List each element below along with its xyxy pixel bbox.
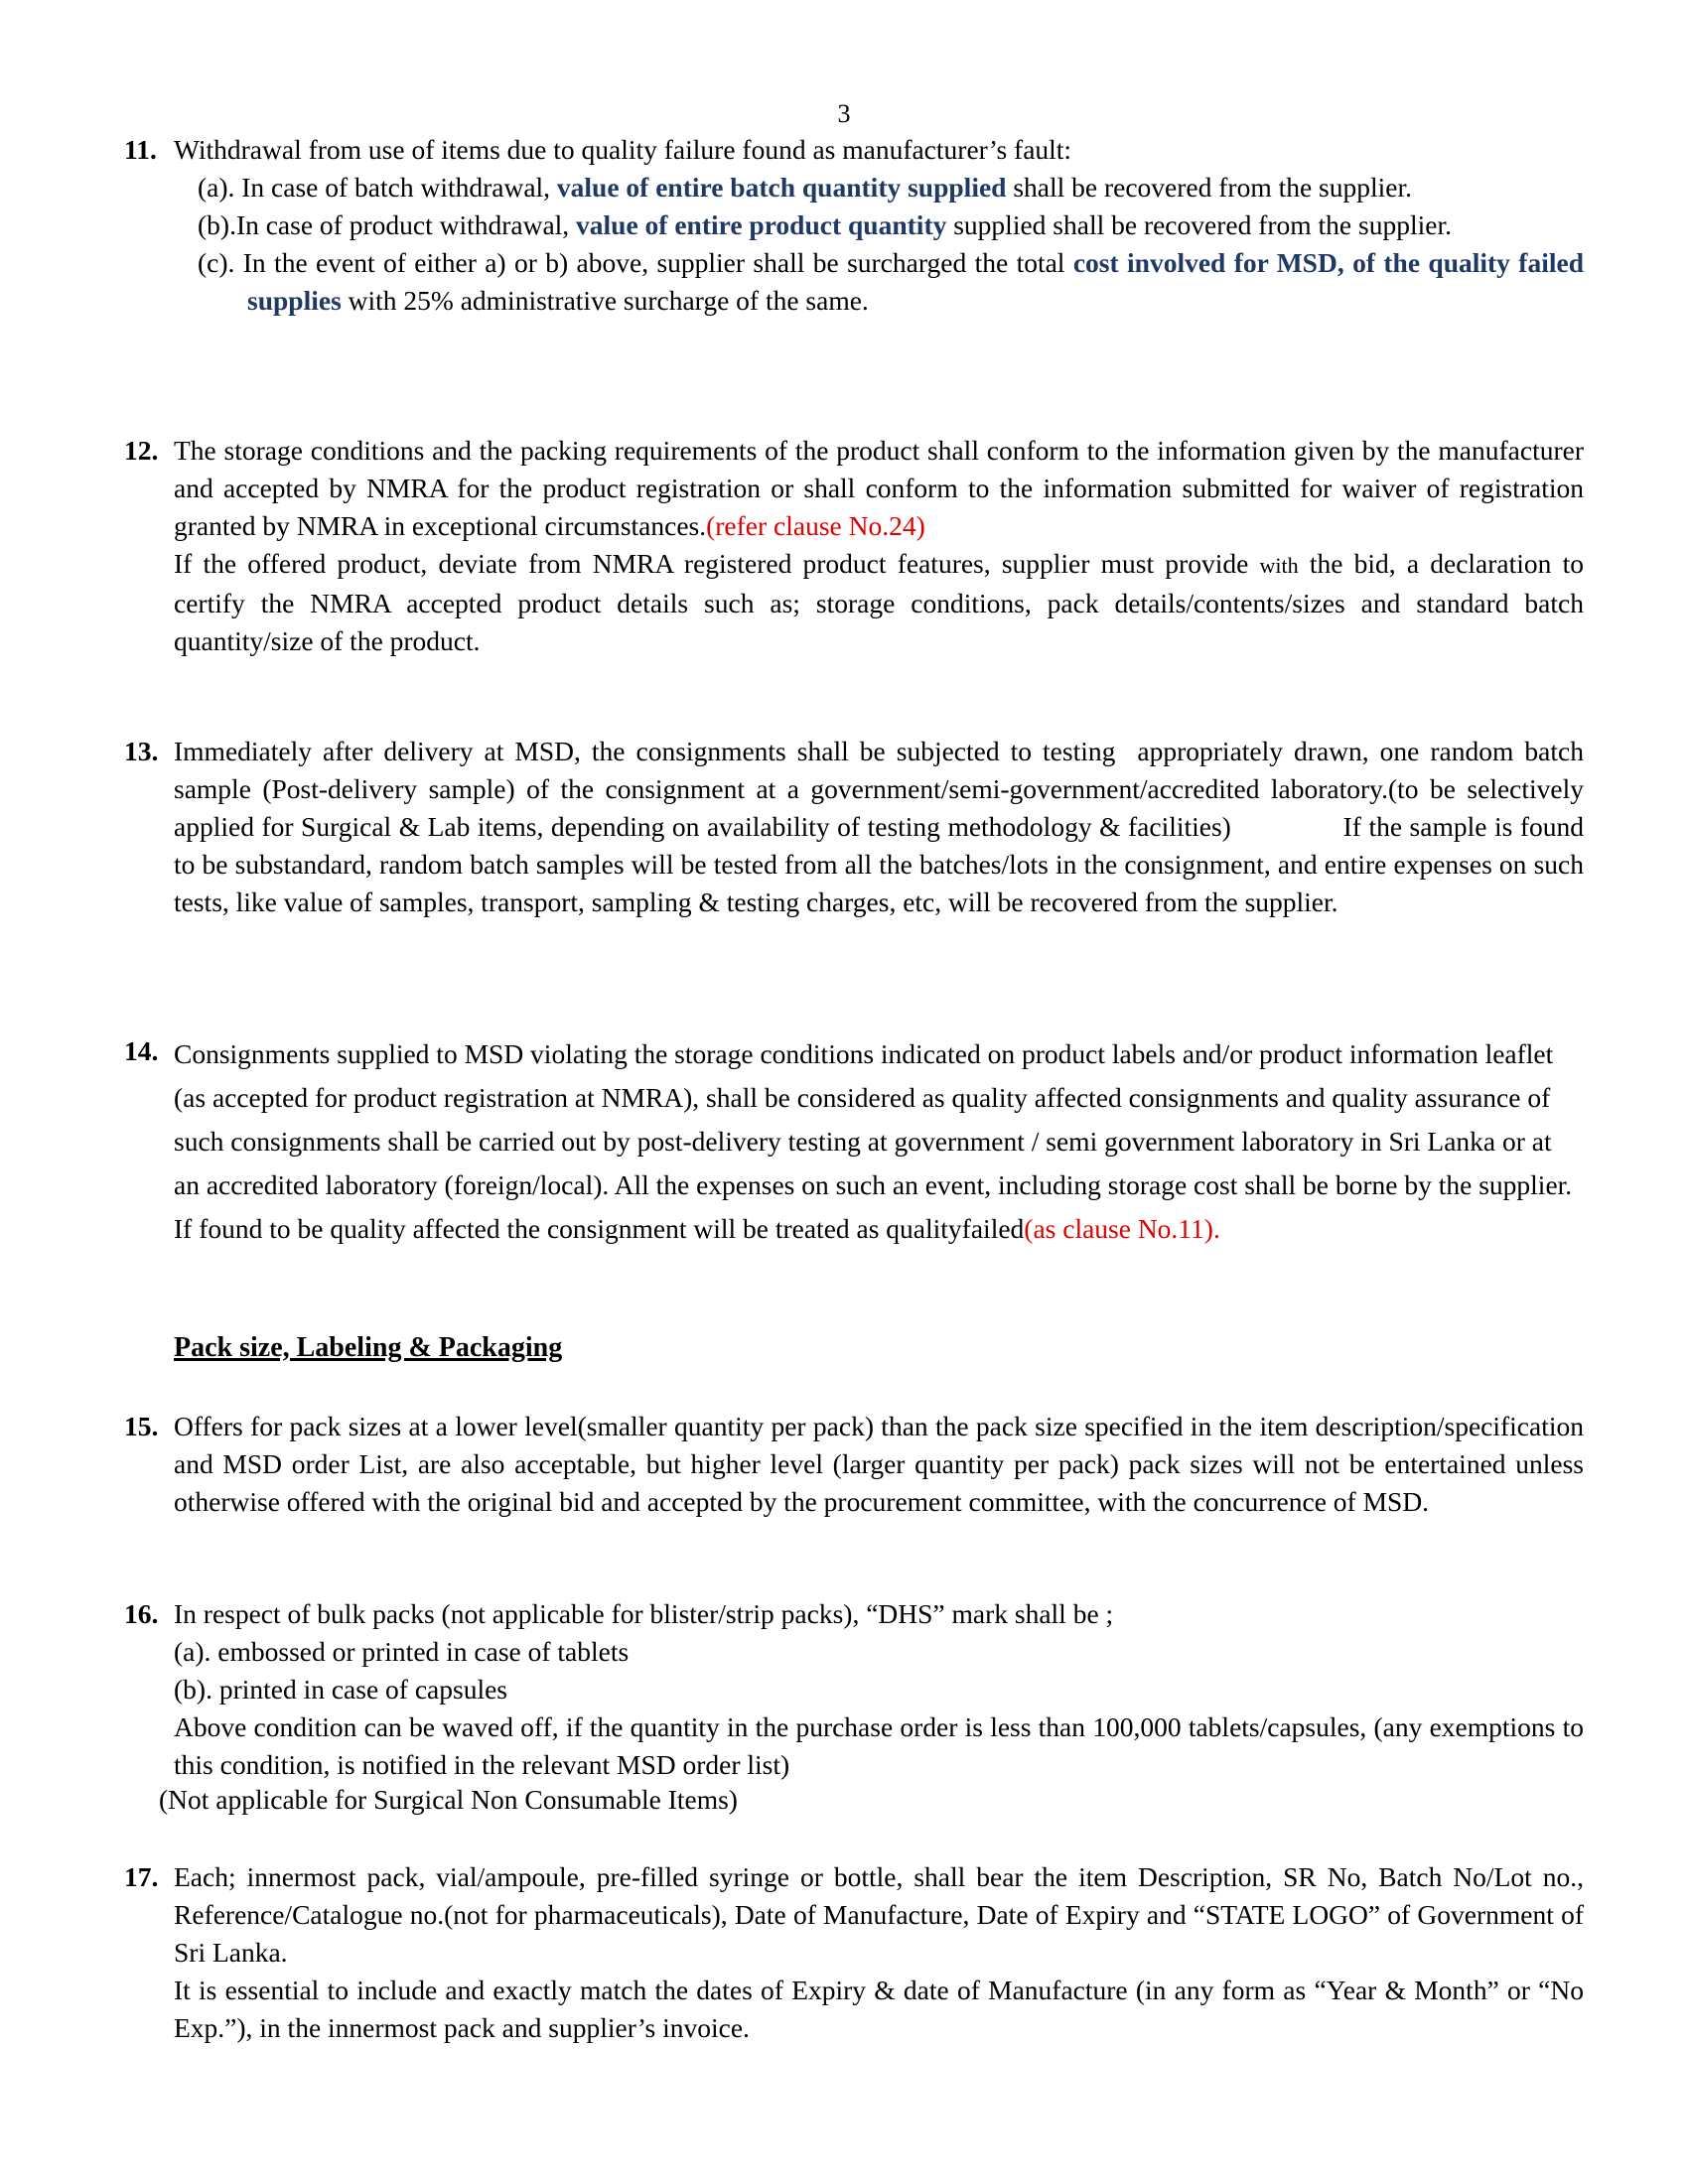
sub-clause-c bbox=[186, 244, 1584, 320]
text: supplied shall be recovered from the supplier. bbox=[946, 209, 1452, 240]
text: (b).In case of product withdrawal, bbox=[198, 209, 577, 240]
text: (c). In the event of either a) or b) above, supplier shall be surcharged the total bbox=[198, 247, 1073, 278]
section-heading: Pack size, Labeling & Packaging bbox=[174, 1332, 563, 1363]
clause-11 bbox=[124, 131, 1584, 320]
clause-intro: Withdrawal from use of items due to quality failure found as manufacturer’s fault: bbox=[174, 134, 1072, 165]
page-number: 3 bbox=[837, 99, 851, 128]
emphasis-text: value of entire product quantity bbox=[576, 209, 947, 240]
clause-number: 15. bbox=[124, 1411, 159, 1441]
emphasis-text: value of entire batch quantity supplied bbox=[556, 172, 1007, 203]
clause-reference: (refer clause No.24) bbox=[706, 510, 925, 541]
clause-12 bbox=[124, 432, 1584, 660]
text: (a). In case of batch withdrawal, bbox=[198, 172, 557, 203]
text: Consignments supplied to MSD violating the storage conditions indicated on product labels and/or product information leaflet (as accepted for product registration at NMRA), shall be considered as quality affected consignments and quality assurance of such consignments shall be carried out by post-delivery testing at government / semi government laboratory in Sri Lanka or at an accredited laboratory (foreign/local). All the expenses on such an event, including storage cost shall be borne by the supplier. If found to be quality affected the consignment will be treated as qualityfailed bbox=[174, 1038, 1573, 1244]
text: with bbox=[1259, 553, 1299, 578]
clause-text: Immediately after delivery at MSD, the consignments shall be subjected to testing appropriately drawn, one random batch sample (Post-delivery sample) of the consignment at a government/semi-government/accredited laboratory.(to be selectively applied for Surgical & Lab items, depending on availability of testing methodology & facilities) If the sample is found to be substandard, random batch samples will be tested from all the batches/lots in the consignment, and entire expenses on such tests, like value of samples, transport, sampling & testing charges, etc, will be recovered from the supplier. bbox=[174, 736, 1591, 917]
clause-text: Offers for pack sizes at a lower level(smaller quantity per pack) than the pack size specified in the item description/specification and MSD order List, are also acceptable, but higher level (larger quantity per pack) pack sizes will not be entertained unless otherwise offered with the original bid and accepted by the procurement committee, with the concurrence of MSD. bbox=[174, 1411, 1584, 1517]
clause-number: 13. bbox=[124, 736, 159, 766]
clause-number: 17. bbox=[124, 1861, 159, 1892]
condition-text: Above condition can be waved off, if the quantity in the purchase order is less than 100,000 tablets/capsules, (any exemptions to this condition, is notified in the relevant MSD order list) bbox=[174, 1711, 1584, 1780]
sub-clause-b bbox=[186, 206, 1584, 244]
clause-paragraph bbox=[174, 432, 1584, 545]
clause-paragraph: Each; innermost pack, vial/ampoule, pre-filled syringe or bottle, shall bear the item Description, SR No, Batch No/Lot no., Reference/Catalogue no.(not for pharmaceuticals), Date of Manufacture, Date of Expiry and “STATE LOGO” of Government of Sri Lanka. bbox=[174, 1861, 1584, 1968]
sub-clause-b: (b). printed in case of capsules bbox=[174, 1674, 507, 1705]
clause-number: 12. bbox=[124, 435, 159, 466]
text: the bid, a declaration to certify the NMRA accepted product details such as; storage conditions, pack details/contents/sizes and standard batch quantity/size of the product. bbox=[174, 548, 1584, 656]
clause-paragraph: It is essential to include and exactly match the dates of Expiry & date of Manufacture (in any form as “Year & Month” or “No Exp.”), in the innermost pack and supplier’s invoice. bbox=[174, 1975, 1584, 2043]
emphasis-text: cost involved for MSD, of the quality failed supplies bbox=[247, 247, 1584, 316]
clause-13 bbox=[124, 733, 1591, 921]
text: shall be recovered from the supplier. bbox=[1006, 172, 1413, 203]
clause-14 bbox=[124, 1032, 1584, 1251]
clause-reference: (as clause No.11). bbox=[1024, 1213, 1220, 1244]
text: If the offered product, deviate from NMRA registered product features, supplier must provide bbox=[174, 548, 1260, 579]
clause-15 bbox=[124, 1408, 1584, 1521]
clause-paragraph bbox=[174, 545, 1584, 660]
sub-clause-a bbox=[186, 169, 1584, 206]
clause-number: 11. bbox=[124, 134, 157, 165]
text: The storage conditions and the packing requirements of the product shall conform to the information given by the manufacturer and accepted by NMRA for the product registration or shall conform to the information submitted for waiver of registration granted by NMRA in exceptional circumstances. bbox=[174, 435, 1584, 541]
clause-number: 14. bbox=[124, 1035, 159, 1066]
clause-17 bbox=[124, 1858, 1584, 2047]
clause-number: 16. bbox=[124, 1598, 159, 1629]
text: with 25% administrative surcharge of the same. bbox=[341, 285, 869, 316]
clause-intro: In respect of bulk packs (not applicable for blister/strip packs), “DHS” mark shall be ; bbox=[174, 1598, 1114, 1629]
clause-note: (Not applicable for Surgical Non Consumable Items) bbox=[159, 1784, 738, 1815]
clause-16 bbox=[124, 1595, 1584, 1784]
clause-paragraph bbox=[174, 1032, 1584, 1251]
sub-clause-a: (a). embossed or printed in case of tablets bbox=[174, 1636, 630, 1667]
